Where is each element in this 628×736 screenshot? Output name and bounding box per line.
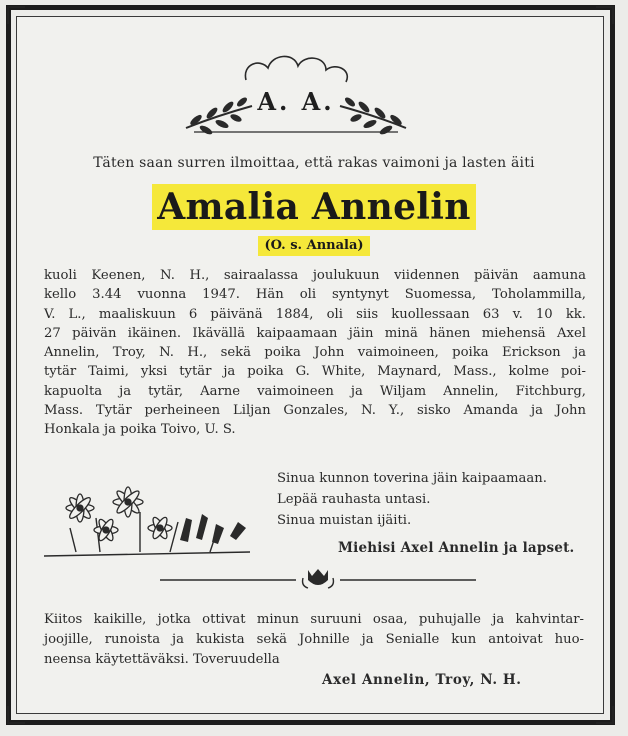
corner-ornament bbox=[596, 6, 614, 24]
deceased-name: Amalia Annelin bbox=[152, 184, 475, 230]
thanks-line: Kiitos kaikille, jotka ottivat minun suruuni osaa, puhujalle ja kahvintar- bbox=[44, 612, 584, 627]
thanks-line: neensa käytettäväksi. Toveruudella bbox=[44, 652, 280, 667]
flower-illustration bbox=[40, 478, 260, 560]
corner-ornament bbox=[7, 706, 25, 724]
body-line: tytär Taimi, yksi tytär ja poika G. White, Maynard, Mass., kolme poi- bbox=[44, 364, 586, 380]
body-line: 27 päivän ikäinen. Ikävällä kaipaamaan jäin minä hänen miehensä Axel bbox=[44, 325, 586, 341]
body-line: Mass. Tytär perheineen Liljan Gonzales, N. Y., sisko Amanda ja John bbox=[44, 403, 586, 419]
body-line: kapuolta ja tytär, Aarne vaimoineen ja Wiljam Annelin, Fitchburg, bbox=[44, 383, 586, 399]
verse-line: Lepää rauhasta untasi. bbox=[277, 492, 431, 507]
body-line: Honkala ja poika Toivo, U. S. bbox=[44, 422, 236, 438]
thanks-line: joojille, runoista ja kukista sekä Johnille ja Senialle kun antoivat huo- bbox=[44, 632, 584, 647]
maiden-name: (O. s. Annala) bbox=[258, 236, 369, 256]
body-line: Annelin, Troy, N. H., sekä poika John vaimoineen, poika Erickson ja bbox=[44, 345, 586, 361]
body-line: V. L., maaliskuun 6 päivänä 1884, oli siis kuollessaan 63 v. 10 kk. bbox=[44, 306, 586, 322]
corner-ornament bbox=[7, 6, 25, 24]
intro-text: Täten saan surren ilmoittaa, että rakas vaimoni ja lasten äiti bbox=[93, 155, 535, 171]
tulip-divider-icon bbox=[158, 566, 478, 592]
flowers-icon bbox=[40, 478, 260, 560]
corner-ornament bbox=[596, 706, 614, 724]
body-line: kello 3.44 vuonna 1947. Hän oli syntynyt Suomessa, Toholammilla, bbox=[44, 287, 586, 303]
thanks-signature: Axel Annelin, Troy, N. H. bbox=[322, 672, 522, 688]
header-initials: A. A. bbox=[257, 87, 335, 116]
divider bbox=[158, 566, 478, 592]
header-emblem bbox=[176, 50, 416, 150]
verse-line: Sinua kunnon toverina jäin kaipaamaan. bbox=[277, 471, 547, 486]
verse-line: Sinua muistan ijäiti. bbox=[277, 513, 412, 528]
thanks-note bbox=[44, 610, 584, 670]
body-line: kuoli Keenen, N. H., sairaalassa joulukuun viidennen päivän aamuna bbox=[44, 268, 586, 283]
obituary-body bbox=[44, 266, 586, 440]
verse bbox=[277, 468, 547, 531]
family-signature: Miehisi Axel Annelin ja lapset. bbox=[338, 540, 575, 556]
